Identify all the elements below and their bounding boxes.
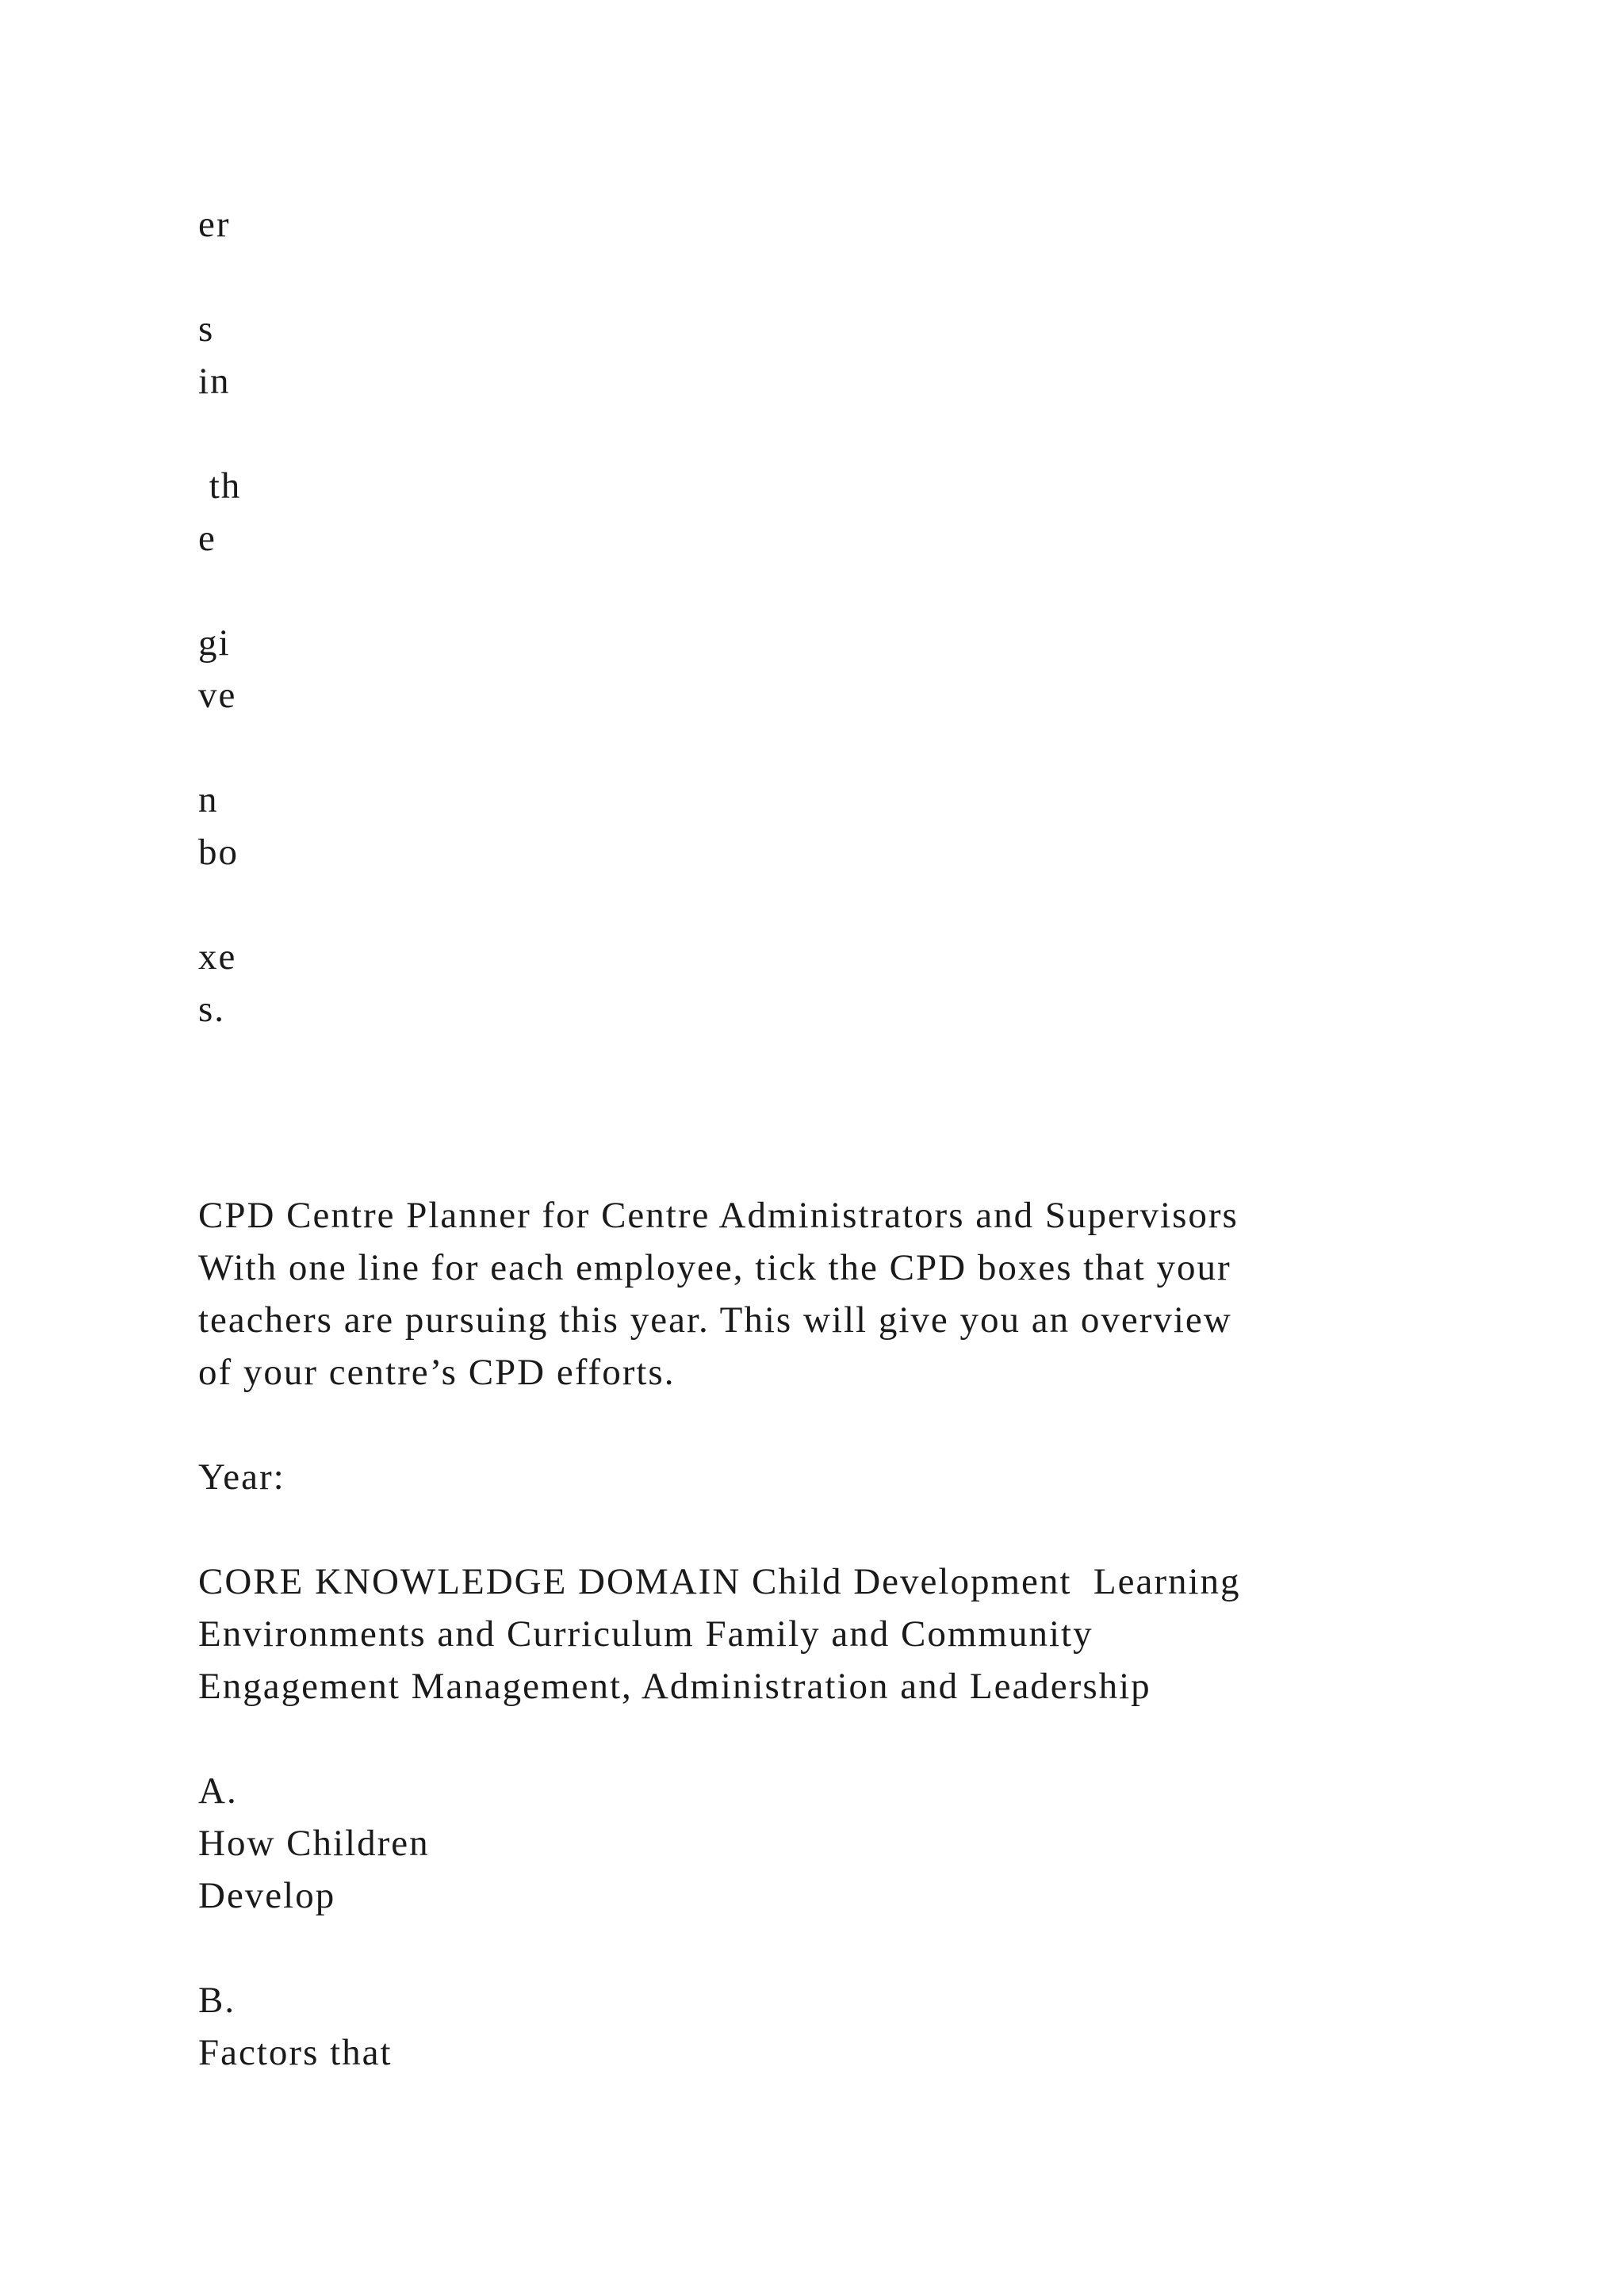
domain-header-line: CORE KNOWLEDGE DOMAIN Child Development Learning xyxy=(198,1561,1241,1602)
section-b-letter: B. xyxy=(198,1980,236,2021)
text-fragment: xe xyxy=(198,936,237,978)
text-fragment: ve xyxy=(198,675,237,716)
text-fragment: s xyxy=(198,308,215,350)
text-fragment: n xyxy=(198,779,219,821)
planner-instruction-line: With one line for each employee, tick the CPD boxes that your xyxy=(198,1247,1231,1288)
text-fragment: s. xyxy=(198,989,226,1030)
text-fragment: er xyxy=(198,204,231,245)
section-a-line: Develop xyxy=(198,1875,336,1916)
section-a-line: How Children xyxy=(198,1823,430,1864)
domain-header-line: Environments and Curriculum Family and Community xyxy=(198,1613,1094,1655)
planner-title: CPD Centre Planner for Centre Administrators and Supervisors xyxy=(198,1195,1239,1236)
text-fragment: in xyxy=(198,361,231,402)
planner-instruction-line: of your centre’s CPD efforts. xyxy=(198,1352,676,1393)
text-fragment: gi xyxy=(198,622,231,664)
text-fragment: e xyxy=(198,518,216,559)
section-a-letter: A. xyxy=(198,1770,238,1812)
domain-header-line: Engagement Management, Administration and Leadership xyxy=(198,1666,1151,1707)
section-b-line: Factors that xyxy=(198,2032,393,2073)
year-label: Year: xyxy=(198,1456,285,1498)
text-fragment: bo xyxy=(198,832,239,873)
planner-instruction-line: teachers are pursuing this year. This will give you an overview xyxy=(198,1299,1232,1341)
text-fragment: th xyxy=(198,465,242,507)
